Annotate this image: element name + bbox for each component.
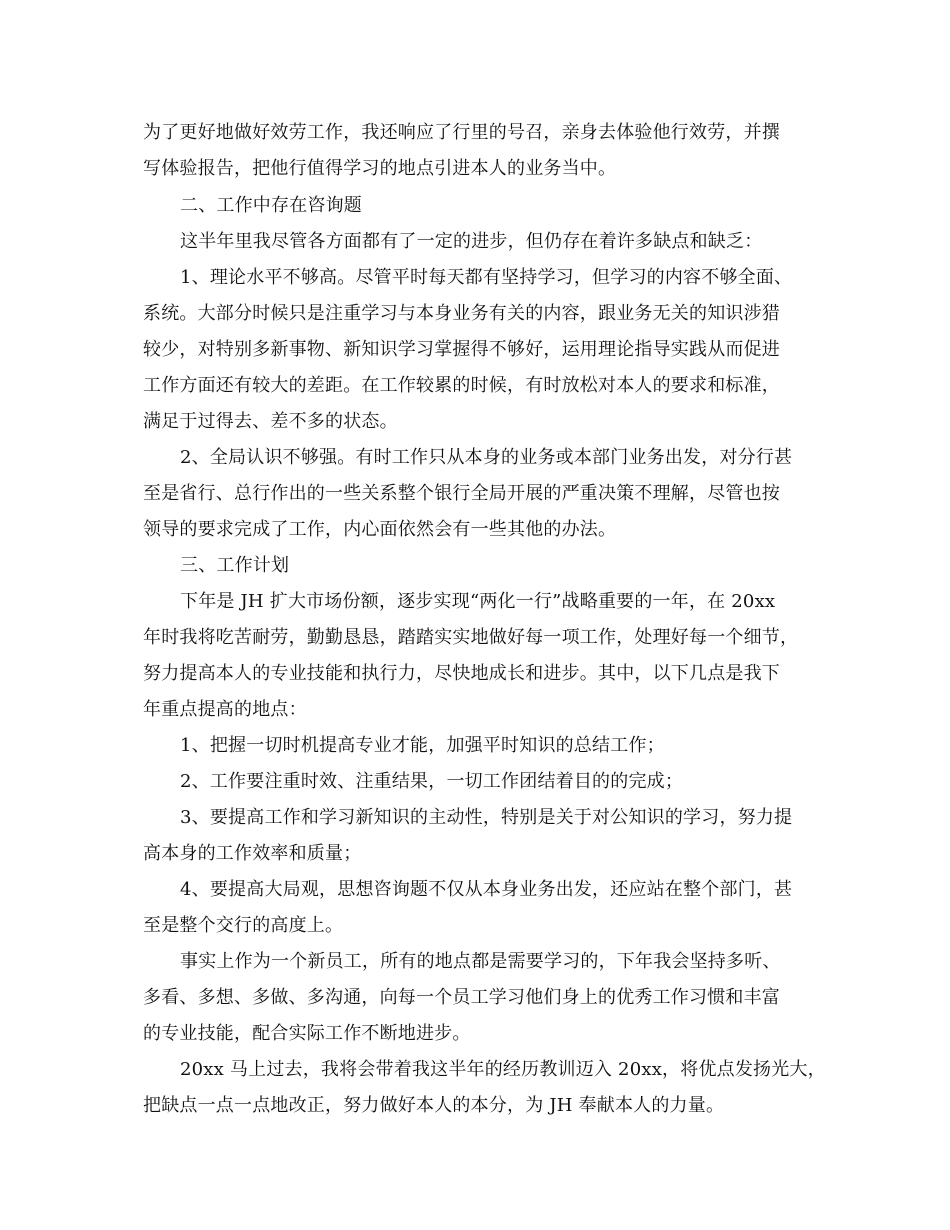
text-line: 较少，对特别多新事物、新知识学习掌握得不够好，运用理论指导实践从而促进 [143,339,780,360]
text-line: 的专业技能，配合实际工作不断地进步。 [143,1023,471,1044]
text-line: 3、要提高工作和学习新知识的主动性，特别是关于对公知识的学习，努力提 [180,807,793,828]
text-line: 写体验报告，把他行值得学习的地点引进本人的业务当中。 [143,158,617,179]
text-line: 年时我将吃苦耐劳，勤勤恳恳，踏踏实实地做好每一项工作，处理好每一个细节， [143,627,799,648]
text-line: 1、理论水平不够高。尽管平时每天都有坚持学习，但学习的内容不够全面、 [180,267,793,288]
text-line: 努力提高本人的专业技能和执行力，尽快地成长和进步。其中，以下几点是我下 [143,663,780,684]
text-line: 为了更好地做好效劳工作，我还响应了行里的号召，亲身去体验他行效劳，并撰 [143,122,780,143]
text-line: 至是省行、总行作出的一些关系整个银行全局开展的严重决策不理解，尽管也按 [143,483,780,504]
text-line: 4、要提高大局观，思想咨询题不仅从本身业务出发，还应站在整个部门，甚 [180,879,793,900]
text-line: 领导的要求完成了工作，内心面依然会有一些其他的办法。 [143,519,617,540]
text-line: 1、把握一切时机提高专业才能，加强平时知识的总结工作； [180,735,665,756]
section-heading: 三、工作计划 [180,555,290,576]
text-line: 2、全局认识不够强。有时工作只从本身的业务或本部门业务出发，对分行甚 [180,447,793,468]
text-line: 高本身的工作效率和质量； [143,843,362,864]
text-line: 系统。大部分时候只是注重学习与本身业务有关的内容，跟业务无关的知识涉猎 [143,303,780,324]
text-line: 这半年里我尽管各方面都有了一定的进步，但仍存在着许多缺点和缺乏： [180,231,763,252]
text-line: 多看、多想、多做、多沟通，向每一个员工学习他们身上的优秀工作习惯和丰富 [143,987,780,1008]
text-line: 年重点提高的地点： [143,699,307,720]
section-heading: 二、工作中存在咨询题 [180,195,362,216]
text-line: 至是整个交行的高度上。 [143,915,344,936]
text-line: 满足于过得去、差不多的状态。 [143,411,398,432]
text-line: 2、工作要注重时效、注重结果，一切工作团结着目的的完成； [180,771,684,792]
text-line: 事实上作为一个新员工，所有的地点都是需要学习的，下年我会坚持多听、 [180,951,781,972]
text-line: 下年是 JH 扩大市场份额，逐步实现“两化一行”战略重要的一年，在 20xx [180,591,776,612]
text-line: 工作方面还有较大的差距。在工作较累的时候，有时放松对本人的要求和标准， [143,375,780,396]
text-line: 20xx 马上过去，我将会带着我这半年的经历教训迈入 20xx，将优点发扬光大， [180,1059,826,1080]
text-line: 把缺点一点一点地改正，努力做好本人的本分，为 JH 奉献本人的力量。 [143,1095,725,1116]
